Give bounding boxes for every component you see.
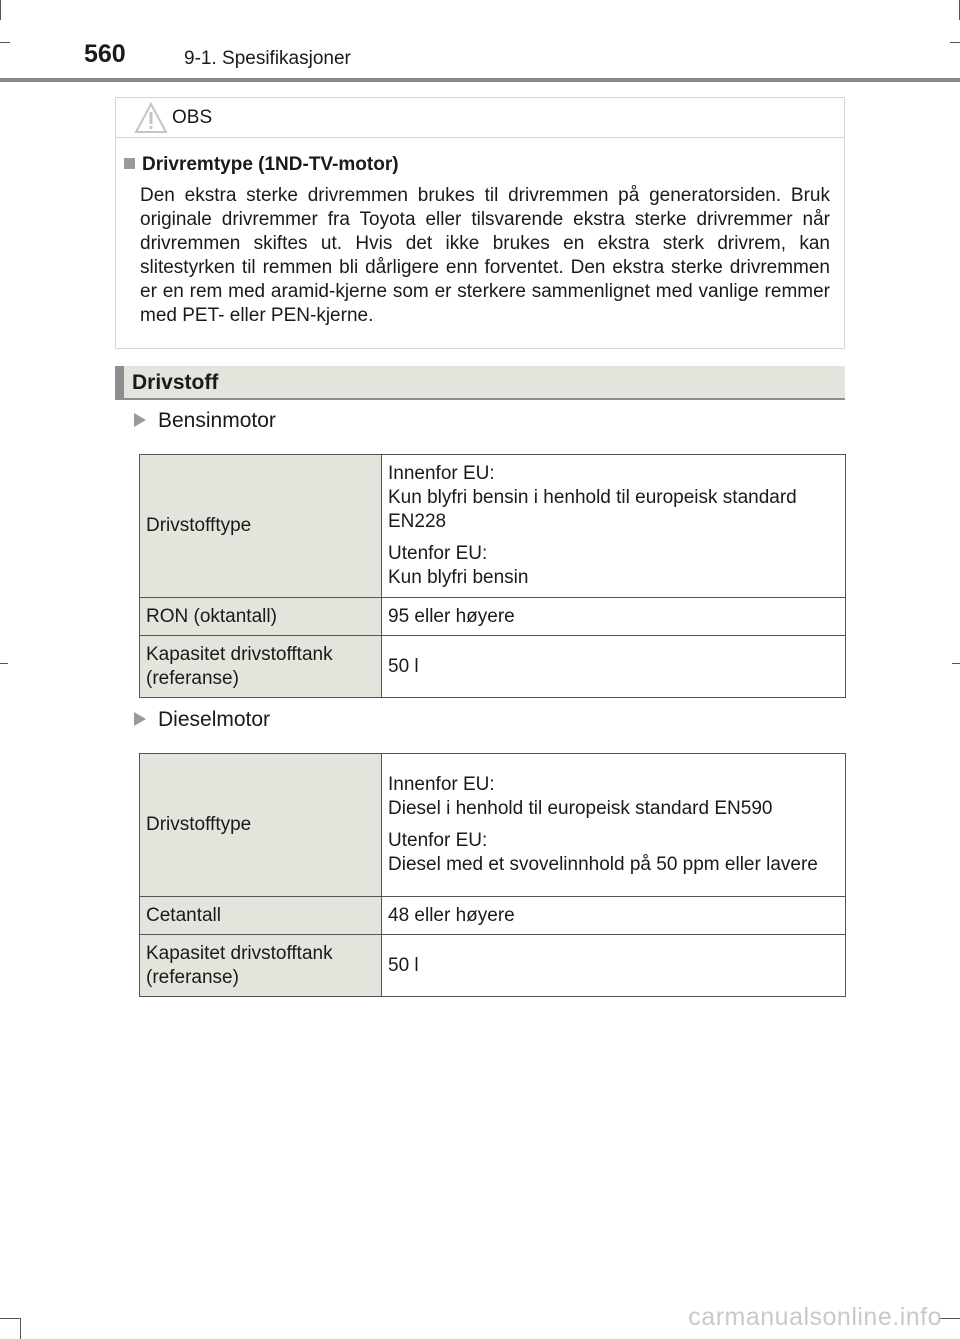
table-value-cell: 48 eller høyere xyxy=(382,897,846,935)
crop-mark xyxy=(0,663,8,664)
notice-heading-text: Drivremtype (1ND-TV-motor) xyxy=(142,154,399,175)
petrol-heading xyxy=(134,409,276,433)
notice-box xyxy=(115,97,845,349)
header-rule xyxy=(0,78,960,82)
notice-heading xyxy=(124,154,399,176)
diesel-heading-text: Dieselmotor xyxy=(158,708,271,731)
watermark: carmanualsonline.info xyxy=(688,1303,942,1331)
eu-label: Innenfor EU: xyxy=(388,774,495,795)
table-value-cell: 50 l xyxy=(382,935,846,997)
eu-value: Diesel i henhold til europeisk standard EN590 xyxy=(388,798,773,819)
table-row xyxy=(140,636,846,698)
table-row xyxy=(140,455,846,598)
notice-label: OBS xyxy=(172,107,213,128)
table-key-cell: Drivstofftype xyxy=(140,754,382,897)
page-header xyxy=(0,0,960,82)
crop-mark xyxy=(940,1318,960,1319)
square-bullet-icon xyxy=(124,158,135,169)
non-eu-value: Kun blyfri bensin xyxy=(388,567,529,588)
diesel-heading xyxy=(134,708,270,732)
table-value-cell xyxy=(382,455,846,598)
table-key-cell xyxy=(140,636,382,698)
diesel-spec-table xyxy=(139,753,846,997)
table-row xyxy=(140,935,846,997)
petrol-heading-text: Bensinmotor xyxy=(158,409,276,432)
crop-mark xyxy=(0,1318,20,1319)
page-number: 560 xyxy=(84,40,126,68)
non-eu-label: Utenfor EU: xyxy=(388,543,488,564)
key-line: Kapasitet drivstofftank xyxy=(146,643,333,665)
banner-accent-bar xyxy=(115,366,124,400)
table-key-cell: RON (oktantall) xyxy=(140,598,382,636)
warning-icon xyxy=(134,102,168,134)
table-row xyxy=(140,897,846,935)
table-key-cell xyxy=(140,935,382,997)
triangle-bullet-icon xyxy=(134,712,146,726)
banner-title: Drivstoff xyxy=(132,371,219,394)
table-key-cell: Drivstofftype xyxy=(140,455,382,598)
key-line: Kapasitet drivstofftank xyxy=(146,942,333,964)
banner-underline xyxy=(115,398,845,400)
section-title: 9-1. Spesifikasjoner xyxy=(184,48,351,69)
crop-mark xyxy=(952,663,960,664)
key-line: (referanse) xyxy=(146,966,239,988)
petrol-spec-table xyxy=(139,454,846,698)
table-value-cell: 50 l xyxy=(382,636,846,698)
eu-label: Innenfor EU: xyxy=(388,463,495,484)
notice-header xyxy=(116,98,844,138)
table-value-cell: 95 eller høyere xyxy=(382,598,846,636)
non-eu-label: Utenfor EU: xyxy=(388,830,488,851)
crop-mark xyxy=(20,1318,21,1339)
notice-text: Den ekstra sterke drivremmen brukes til drivremmen på generatorsiden. Bruk originale drivremmer fra Toyota eller tilsvarende ekstra sterke drivremmer når drivremmen skiftes ut. Hvis det ikke brukes en ekstra sterk drivrem, kan slitestyrken til remmen bli dårligere enn forventet. Den ekstra sterke drivremmen er en rem med aramid-kjerne som er sterkere sammenlignet med vanlige remmer med PET- eller PEN-kjerne. xyxy=(140,185,830,326)
table-row xyxy=(140,598,846,636)
table-value-cell xyxy=(382,754,846,897)
key-line: (referanse) xyxy=(146,667,239,689)
section-banner xyxy=(115,366,845,400)
table-key-cell: Cetantall xyxy=(140,897,382,935)
table-row xyxy=(140,754,846,897)
triangle-bullet-icon xyxy=(134,413,146,427)
eu-value: Kun blyfri bensin i henhold til europeisk standard EN228 xyxy=(388,487,797,532)
non-eu-value: Diesel med et svovelinnhold på 50 ppm eller lavere xyxy=(388,854,818,875)
